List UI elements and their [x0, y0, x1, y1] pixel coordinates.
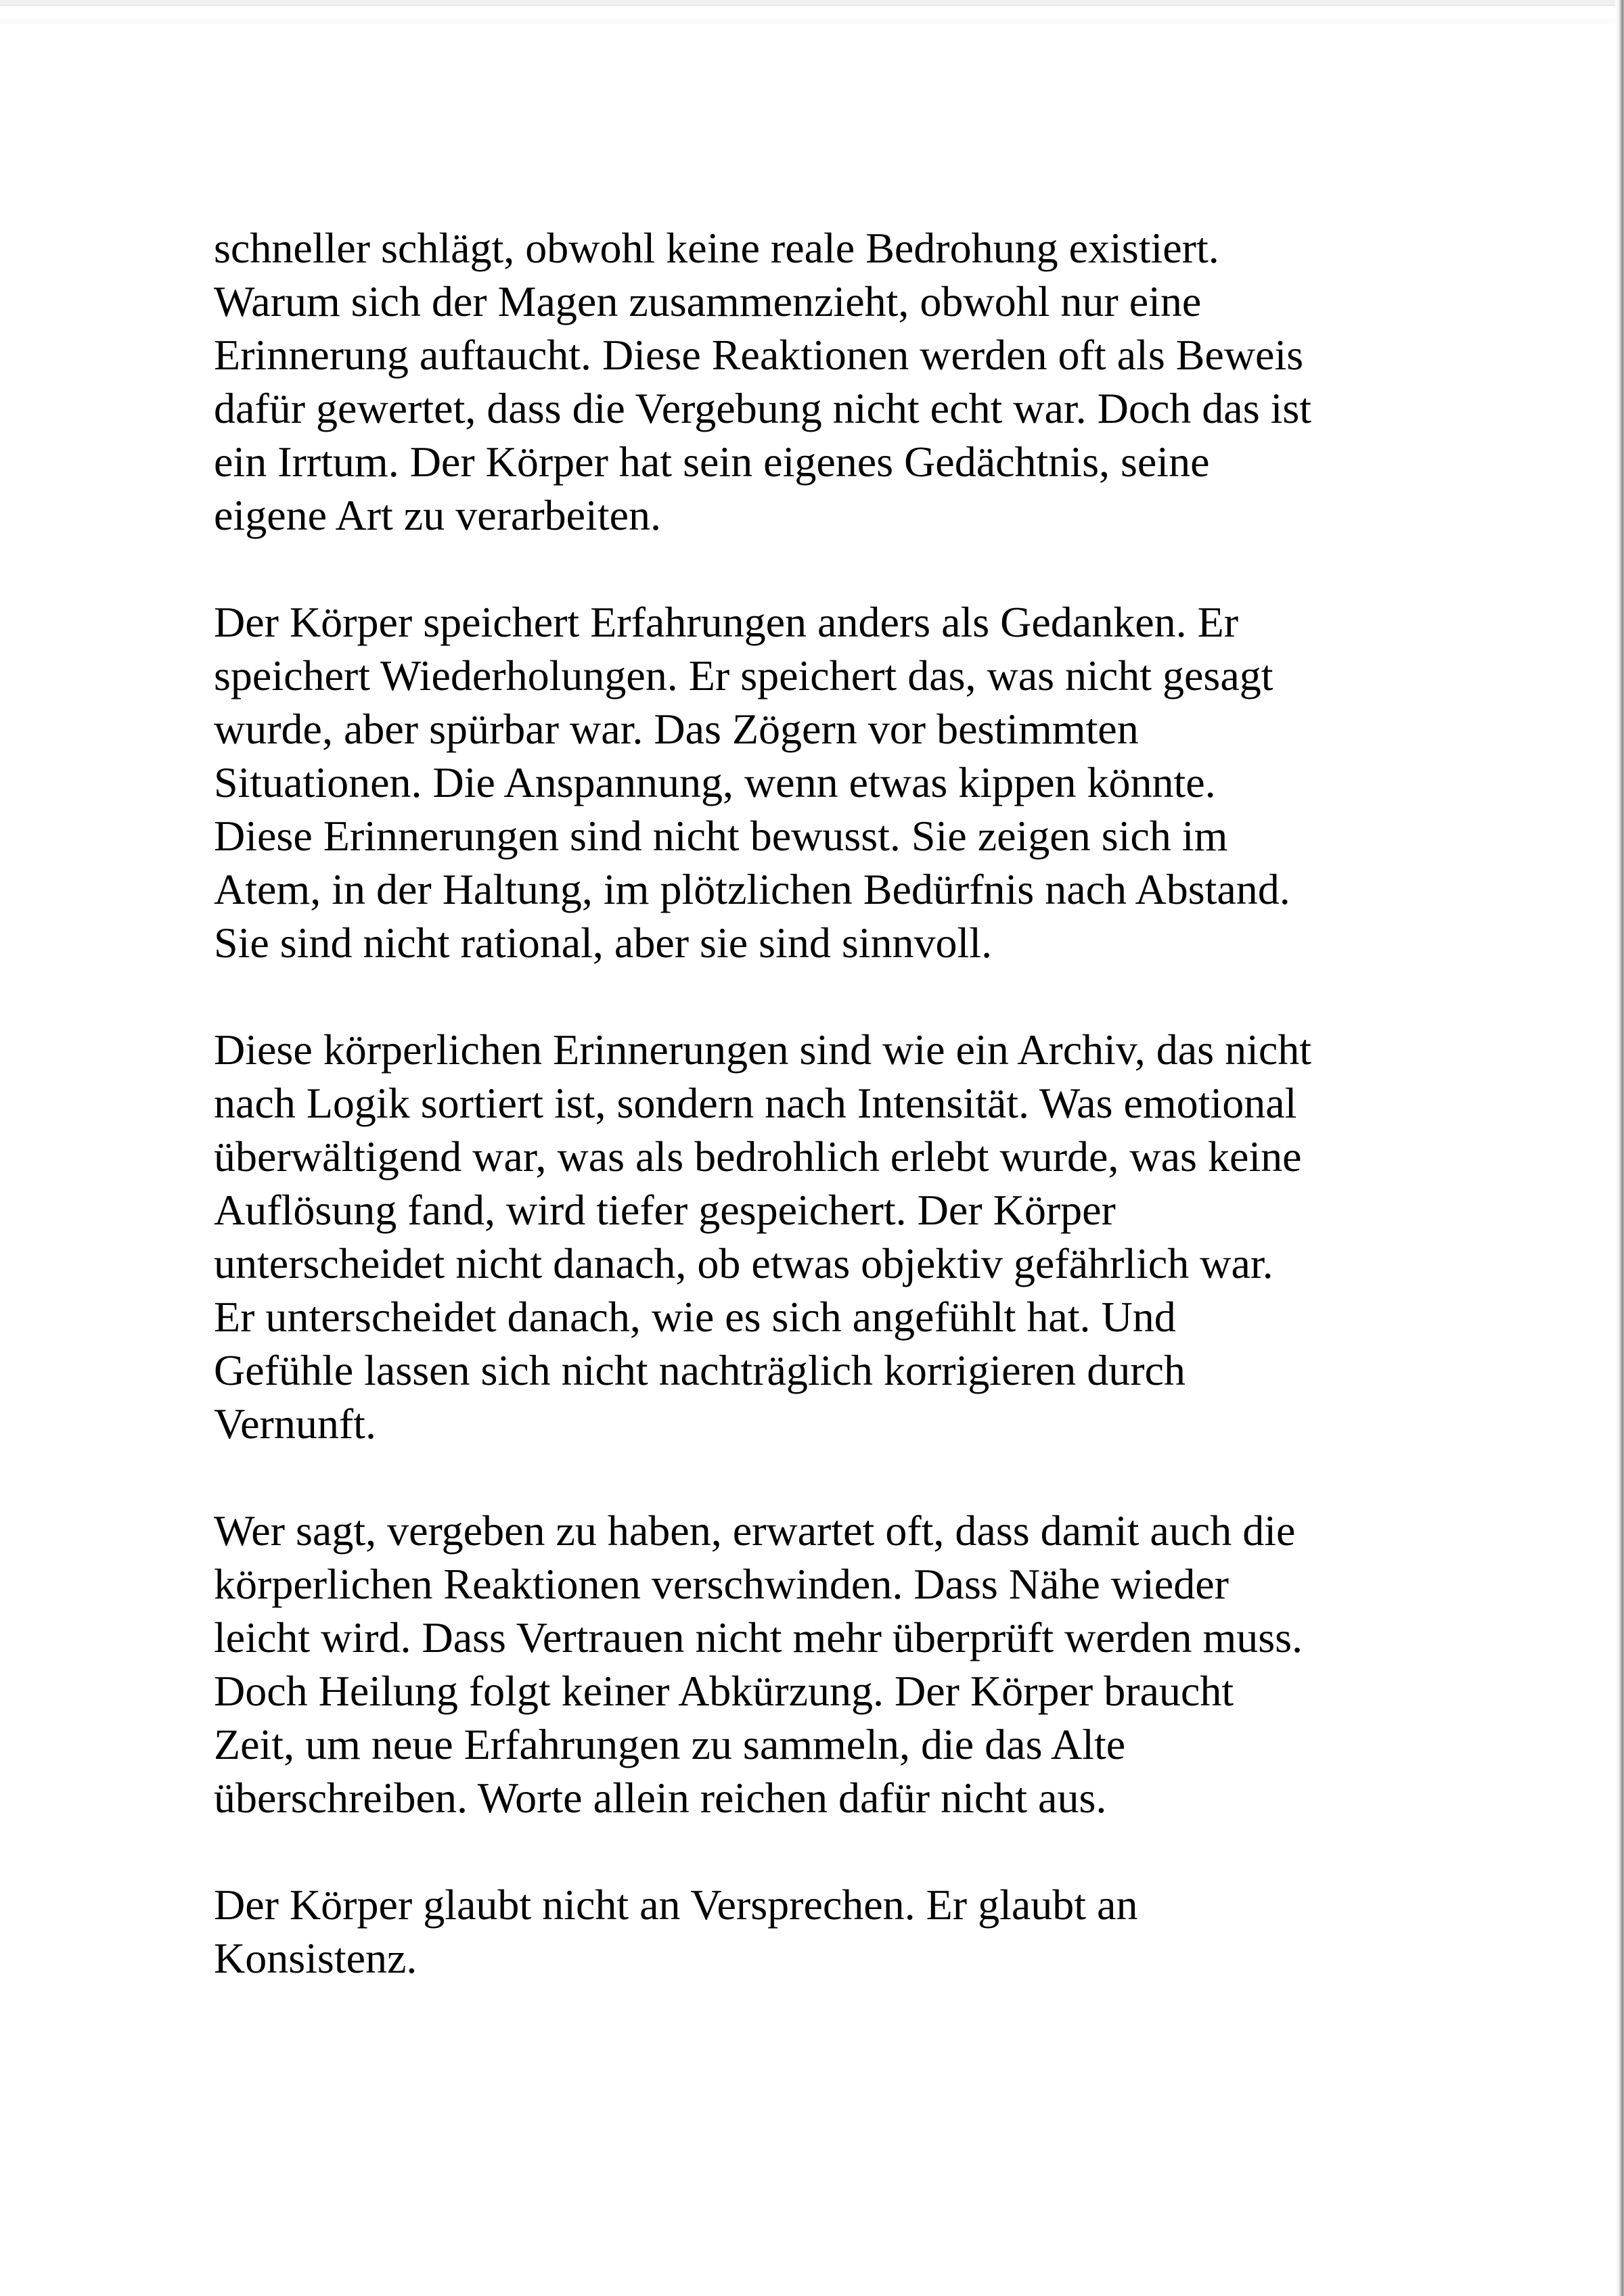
text-line: überschreiben. Worte allein reichen dafür nicht aus. — [214, 1774, 1107, 1822]
text-line: Doch Heilung folgt keiner Abkürzung. Der Körper braucht — [214, 1667, 1234, 1715]
window-top-edge — [0, 0, 1624, 6]
paragraph — [214, 595, 1432, 969]
text-line: Der Körper glaubt nicht an Versprechen. Er glaubt an — [214, 1881, 1138, 1929]
text-line: Situationen. Die Anspannung, wenn etwas kippen könnte. — [214, 758, 1216, 806]
text-line: Er unterscheidet danach, wie es sich angefühlt hat. Und — [214, 1293, 1176, 1341]
text-line: körperlichen Reaktionen verschwinden. Dass Nähe wieder — [214, 1560, 1229, 1608]
text-line: Diese körperlichen Erinnerungen sind wie ein Archiv, das nicht — [214, 1026, 1312, 1074]
text-line: Zeit, um neue Erfahrungen zu sammeln, die das Alte — [214, 1720, 1126, 1768]
text-line: Warum sich der Magen zusammenzieht, obwohl nur eine — [214, 277, 1202, 325]
paragraph — [214, 1878, 1432, 1985]
text-line: speichert Wiederholungen. Er speichert das, was nicht gesagt — [214, 651, 1273, 699]
text-line: unterscheidet nicht danach, ob etwas objektiv gefährlich war. — [214, 1239, 1273, 1287]
document-body — [214, 221, 1432, 1985]
text-line: wurde, aber spürbar war. Das Zögern vor bestimmten — [214, 705, 1139, 753]
text-line: nach Logik sortiert ist, sondern nach Intensität. Was emotional — [214, 1079, 1297, 1127]
paragraph — [214, 221, 1432, 542]
text-line: dafür gewertet, dass die Vergebung nicht echt war. Doch das ist — [214, 384, 1312, 432]
text-line: Auflösung fand, wird tiefer gespeichert. Der Körper — [214, 1186, 1116, 1234]
window-top-stripe — [0, 19, 1624, 24]
paragraph — [214, 1504, 1432, 1824]
window-right-edge — [1615, 0, 1624, 2296]
paragraph — [214, 1023, 1432, 1450]
text-line: leicht wird. Dass Vertrauen nicht mehr überprüft werden muss. — [214, 1613, 1303, 1661]
text-line: Gefühle lassen sich nicht nachträglich korrigieren durch — [214, 1346, 1186, 1394]
text-line: Sie sind nicht rational, aber sie sind sinnvoll. — [214, 919, 993, 967]
text-line: schneller schlägt, obwohl keine reale Bedrohung existiert. — [214, 224, 1219, 272]
text-line: Diese Erinnerungen sind nicht bewusst. Sie zeigen sich im — [214, 812, 1228, 860]
text-line: Konsistenz. — [214, 1934, 418, 1982]
text-line: eigene Art zu verarbeiten. — [214, 491, 661, 539]
text-line: Wer sagt, vergeben zu haben, erwartet oft, dass damit auch die — [214, 1507, 1296, 1555]
text-line: Vernunft. — [214, 1400, 376, 1448]
text-line: Der Körper speichert Erfahrungen anders als Gedanken. Er — [214, 598, 1238, 646]
text-line: ein Irrtum. Der Körper hat sein eigenes Gedächtnis, seine — [214, 438, 1210, 486]
text-line: überwältigend war, was als bedrohlich erlebt wurde, was keine — [214, 1132, 1302, 1180]
text-line: Erinnerung auftaucht. Diese Reaktionen werden oft als Beweis — [214, 331, 1304, 379]
text-line: Atem, in der Haltung, im plötzlichen Bedürfnis nach Abstand. — [214, 865, 1290, 913]
